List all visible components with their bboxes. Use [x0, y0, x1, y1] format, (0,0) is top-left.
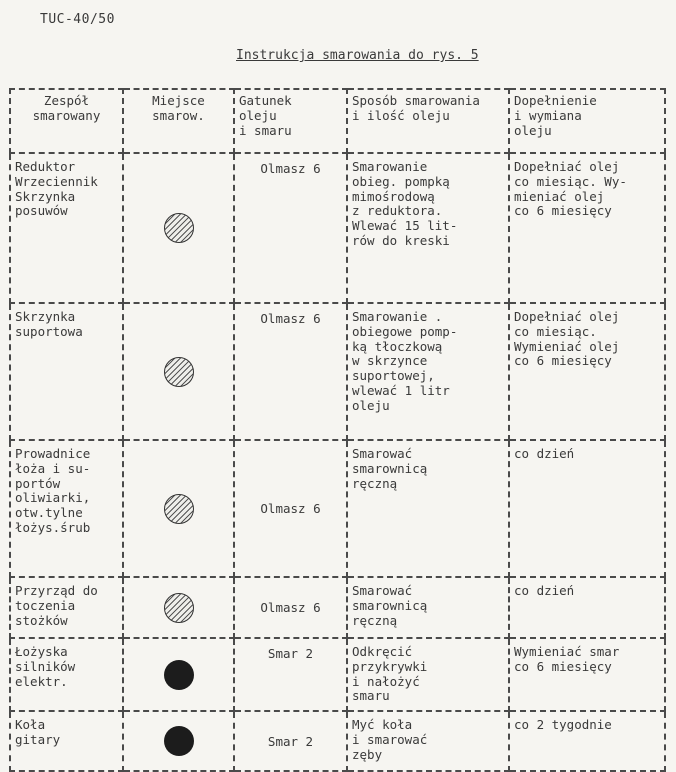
grade-cell: Olmasz 6	[234, 153, 347, 303]
header-method: Sposób smarowania i ilość oleju	[347, 89, 509, 153]
refill-cell: co dzień	[509, 577, 665, 638]
document-id: TUC-40/50	[40, 12, 115, 27]
symbol-cell	[123, 303, 234, 440]
table-row	[10, 303, 665, 440]
refill-cell: Dopełniać olej co miesiąc. Wymieniać olej co 6 miesięcy	[509, 303, 665, 440]
table-row	[10, 711, 665, 771]
symbol-cell	[123, 711, 234, 771]
table-row	[10, 577, 665, 638]
hatched-circle-icon	[164, 494, 194, 524]
refill-cell: Wymieniać smar co 6 miesięcy	[509, 638, 665, 711]
method-cell: Myć koła i smarować zęby	[347, 711, 509, 771]
unit-cell: Prowadnice łoża i su- portów oliwiarki, otw.tylne łożys.śrub	[10, 440, 123, 577]
header-refill: Dopełnienie i wymiana oleju	[509, 89, 665, 153]
method-cell: Smarować smarownicą ręczną	[347, 440, 509, 577]
symbol-cell	[123, 153, 234, 303]
method-cell: Smarować smarownicą ręczną	[347, 577, 509, 638]
grade-cell: Smar 2	[234, 711, 347, 771]
header-row	[10, 89, 665, 153]
table-row	[10, 153, 665, 303]
header-unit: Zespół smarowany	[10, 89, 123, 153]
hatched-circle-icon	[164, 593, 194, 623]
refill-cell: co 2 tygodnie	[509, 711, 665, 771]
header-grade: Gatunek oleju i smaru	[234, 89, 347, 153]
refill-cell: co dzień	[509, 440, 665, 577]
refill-cell: Dopełniać olej co miesiąc. Wy- mieniać olej co 6 miesięcy	[509, 153, 665, 303]
grade-cell: Smar 2	[234, 638, 347, 711]
unit-cell: Skrzynka suportowa	[10, 303, 123, 440]
lubrication-table	[9, 88, 666, 772]
method-cell: Odkręcić przykrywki i nałożyć smaru	[347, 638, 509, 711]
document-title: Instrukcja smarowania do rys. 5	[236, 48, 479, 63]
filled-circle-icon	[164, 660, 194, 690]
hatched-circle-icon	[164, 357, 194, 387]
symbol-cell	[123, 638, 234, 711]
method-cell: Smarowanie . obiegowe pomp- ką tłoczkową w skrzynce suportowej, wlewać 1 litr oleju	[347, 303, 509, 440]
grade-cell: Olmasz 6	[234, 303, 347, 440]
unit-cell: Koła gitary	[10, 711, 123, 771]
header-location: Miejsce smarow.	[123, 89, 234, 153]
symbol-cell	[123, 440, 234, 577]
unit-cell: Przyrząd do toczenia stożków	[10, 577, 123, 638]
table-row	[10, 440, 665, 577]
table-row	[10, 638, 665, 711]
hatched-circle-icon	[164, 213, 194, 243]
symbol-cell	[123, 577, 234, 638]
filled-circle-icon	[164, 726, 194, 756]
unit-cell: Łożyska silników elektr.	[10, 638, 123, 711]
grade-cell: Olmasz 6	[234, 440, 347, 577]
unit-cell: Reduktor Wrzeciennik Skrzynka posuwów	[10, 153, 123, 303]
grade-cell: Olmasz 6	[234, 577, 347, 638]
method-cell: Smarowanie obieg. pompką mimośrodową z reduktora. Wlewać 15 lit- rów do kreski	[347, 153, 509, 303]
